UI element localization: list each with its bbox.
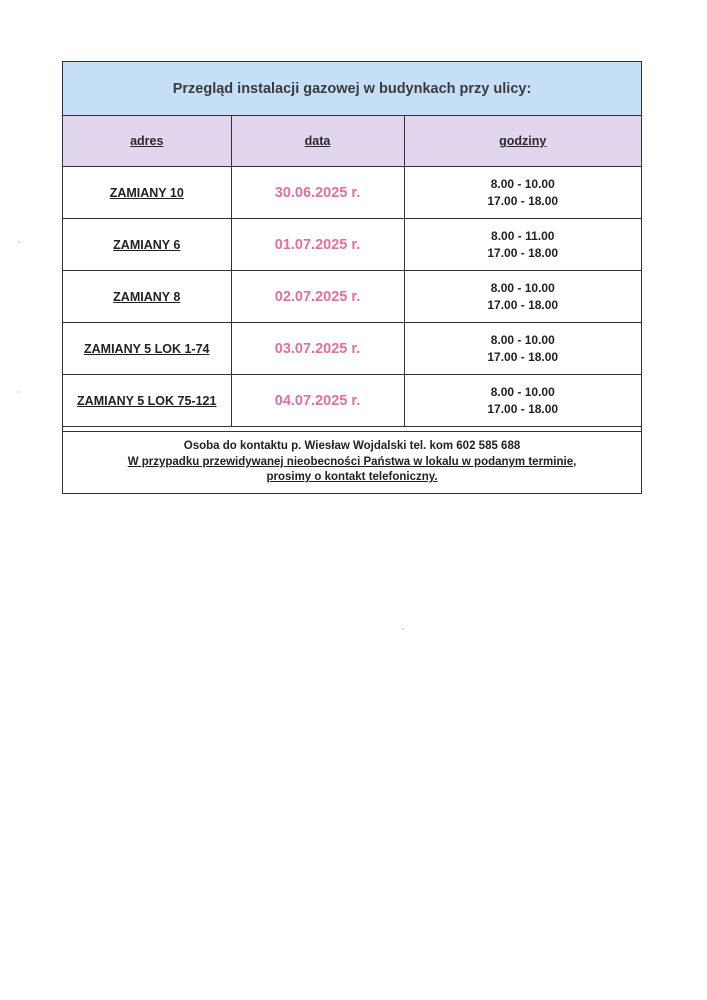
hours-cell <box>404 219 641 271</box>
absence-note-line-2: prosimy o kontakt telefoniczny. <box>266 471 438 484</box>
header-date-label: data <box>304 134 331 148</box>
header-address <box>63 116 231 167</box>
address-cell <box>63 271 231 323</box>
hours-evening: 17.00 - 18.00 <box>487 349 559 364</box>
address-text: ZAMIANY 8 <box>113 289 181 304</box>
date-text: 02.07.2025 r. <box>274 288 361 305</box>
schedule-table <box>63 116 641 427</box>
hours-morning: 8.00 - 10.00 <box>490 176 555 191</box>
date-cell <box>231 271 404 323</box>
date-text: 04.07.2025 r. <box>274 392 361 409</box>
hours-evening: 17.00 - 18.00 <box>487 193 559 208</box>
absence-note-line-1: W przypadku przewidywanej nieobecności Państwa w lokalu w podanym terminie, <box>127 455 577 468</box>
scan-speck <box>18 391 20 393</box>
hours-cell <box>404 271 641 323</box>
inspection-schedule-sheet <box>62 61 642 494</box>
scan-speck <box>402 628 404 630</box>
address-cell <box>63 323 231 375</box>
table-row <box>63 271 641 323</box>
address-text: ZAMIANY 6 <box>113 237 181 252</box>
hours-cell <box>404 323 641 375</box>
hours-evening: 17.00 - 18.00 <box>487 245 559 260</box>
address-cell <box>63 167 231 219</box>
hours-evening: 17.00 - 18.00 <box>487 401 559 416</box>
hours-morning: 8.00 - 10.00 <box>490 332 555 347</box>
contact-person-line: Osoba do kontaktu p. Wiesław Wojdalski tel. kom 602 585 688 <box>183 440 521 453</box>
date-cell <box>231 323 404 375</box>
table-row <box>63 219 641 271</box>
hours-morning: 8.00 - 10.00 <box>490 384 555 399</box>
date-text: 03.07.2025 r. <box>274 340 361 357</box>
date-text: 30.06.2025 r. <box>274 184 361 201</box>
address-text: ZAMIANY 10 <box>109 185 184 200</box>
address-cell <box>63 375 231 427</box>
scan-speck <box>18 241 20 243</box>
address-text: ZAMIANY 5 LOK 75-121 <box>77 393 217 408</box>
header-address-label: adres <box>130 134 164 148</box>
table-row <box>63 375 641 427</box>
contact-footer <box>63 431 641 493</box>
schedule-title: Przegląd instalacji gazowej w budynkach przy ulicy: <box>172 80 532 97</box>
header-hours <box>404 116 641 167</box>
address-text: ZAMIANY 5 LOK 1-74 <box>84 341 210 356</box>
header-row <box>63 116 641 167</box>
title-bar <box>63 62 641 116</box>
hours-cell <box>404 167 641 219</box>
date-cell <box>231 167 404 219</box>
hours-morning: 8.00 - 10.00 <box>490 280 555 295</box>
hours-cell <box>404 375 641 427</box>
header-hours-label: godziny <box>499 134 547 148</box>
date-cell <box>231 375 404 427</box>
date-cell <box>231 219 404 271</box>
table-row <box>63 167 641 219</box>
date-text: 01.07.2025 r. <box>274 236 361 253</box>
hours-evening: 17.00 - 18.00 <box>487 297 559 312</box>
address-cell <box>63 219 231 271</box>
table-row <box>63 323 641 375</box>
hours-morning: 8.00 - 11.00 <box>491 228 555 243</box>
header-date <box>231 116 404 167</box>
